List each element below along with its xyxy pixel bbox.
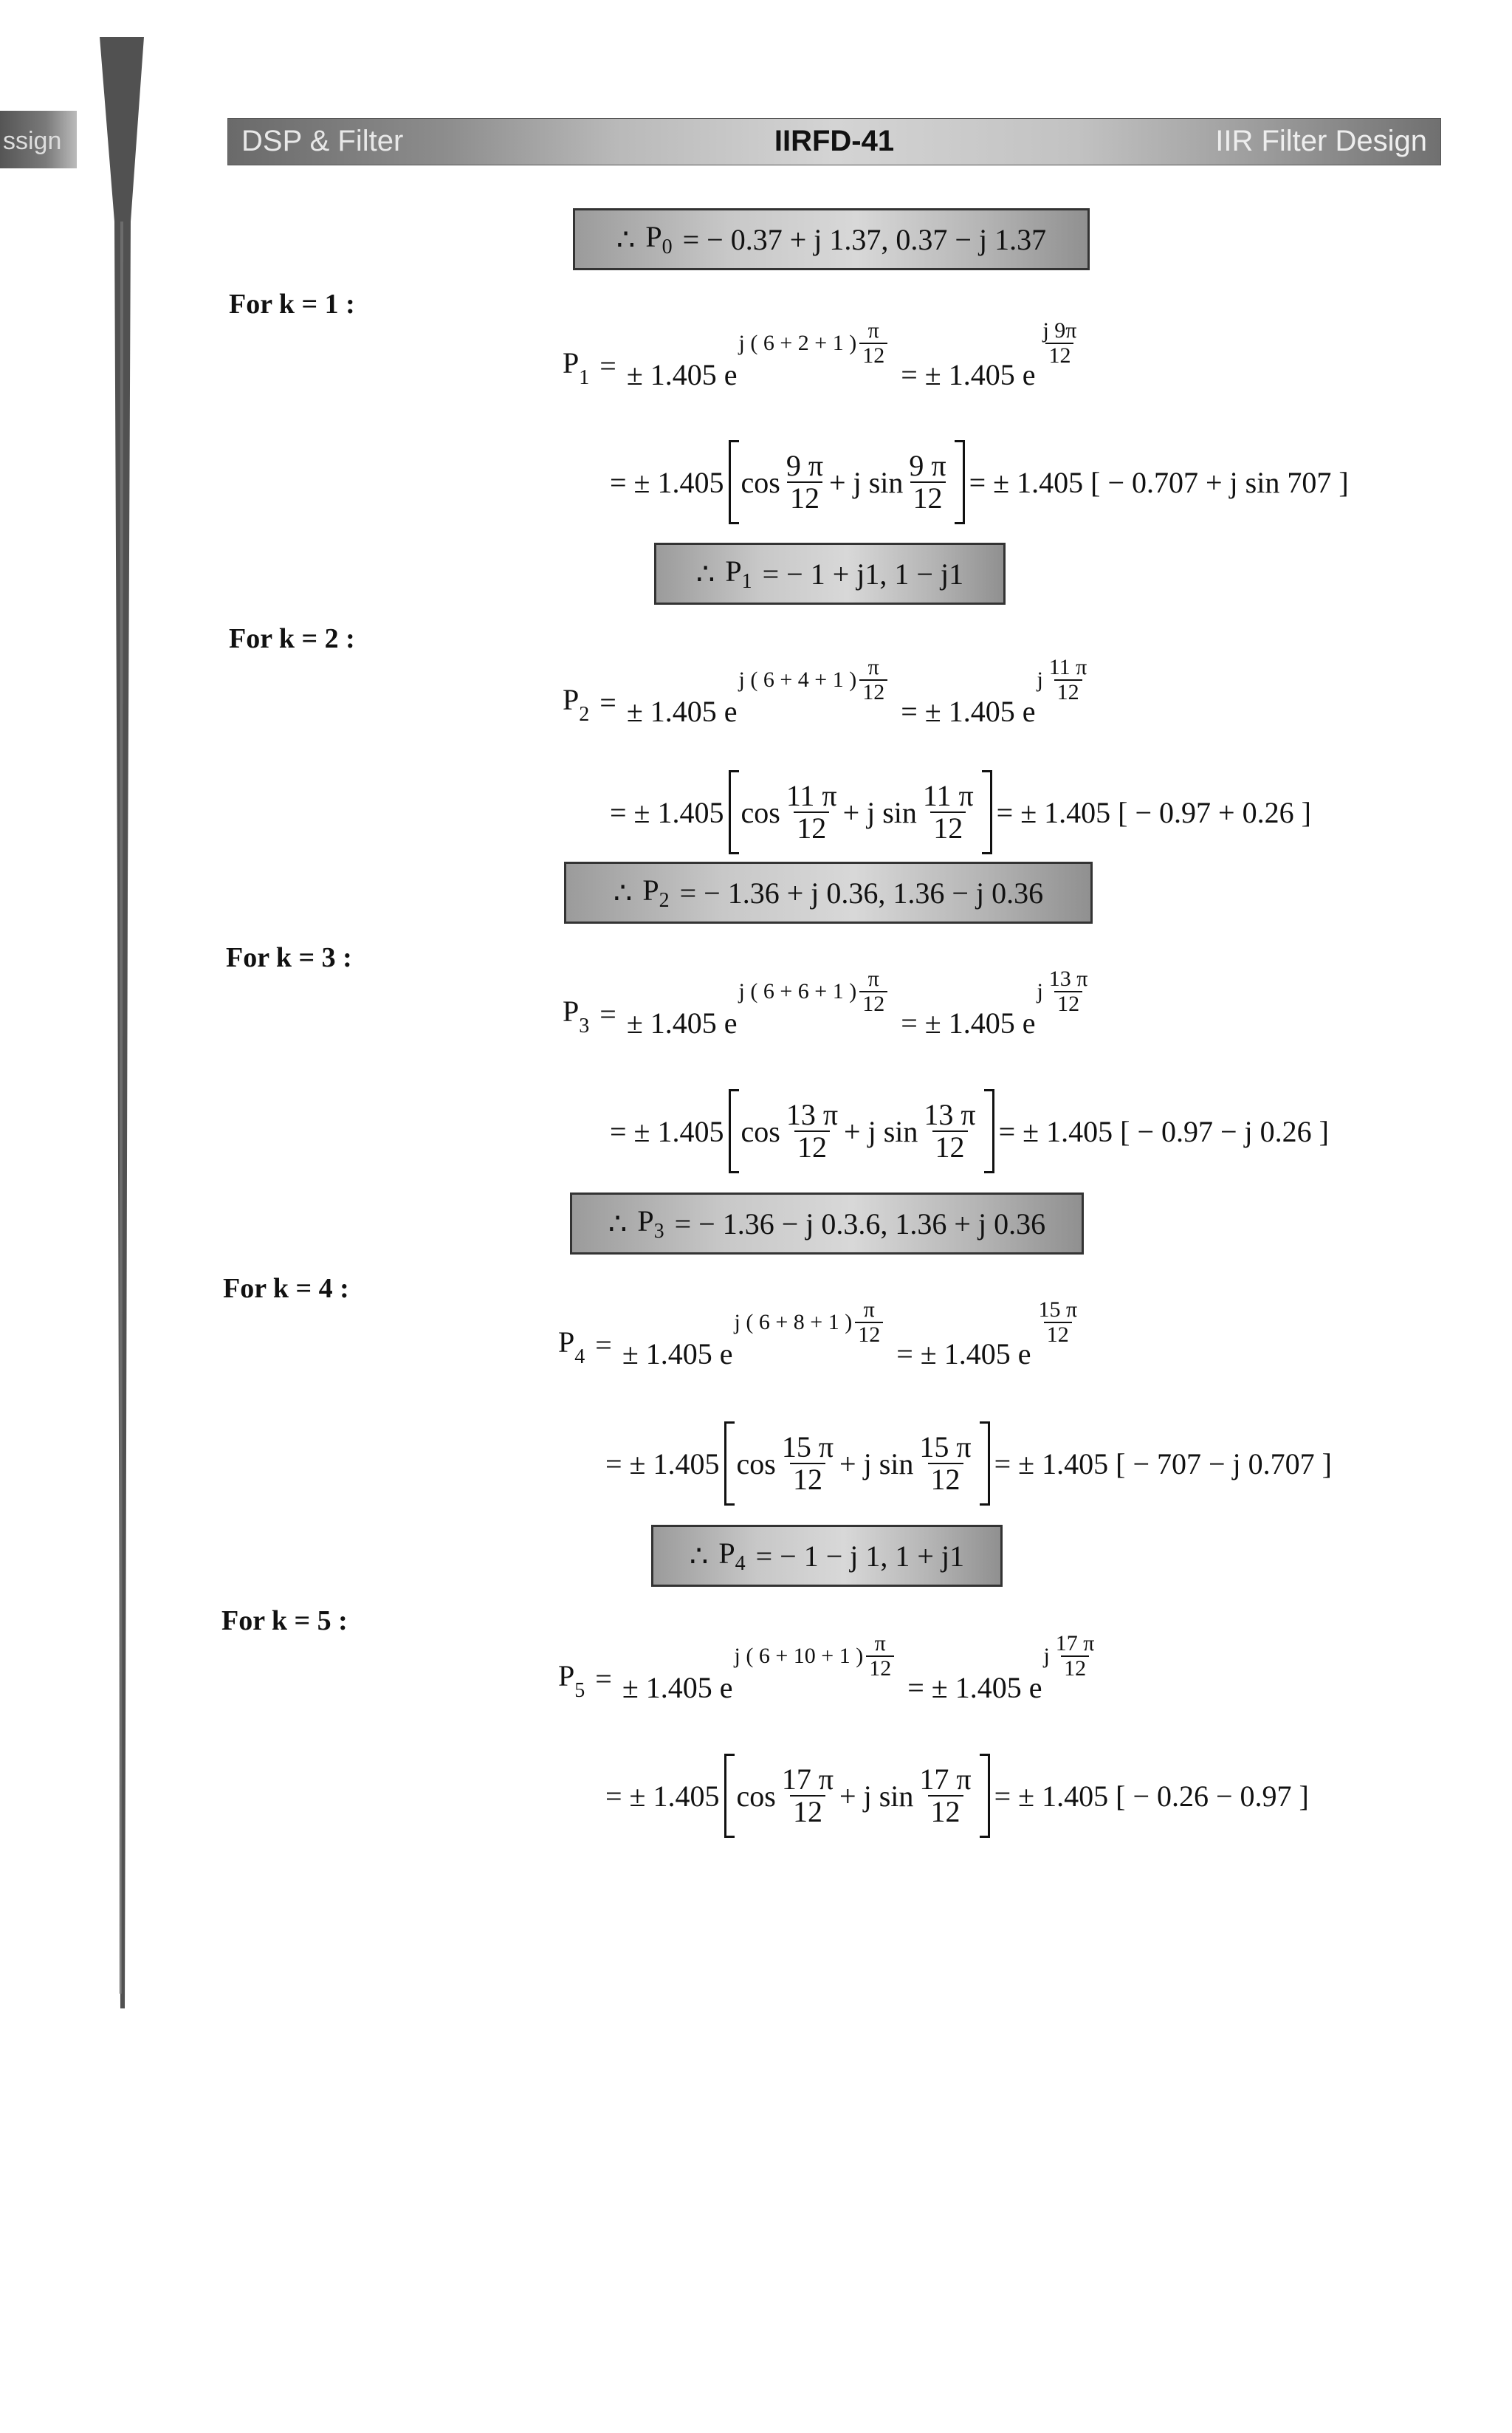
section-label-k3: For k = 3 : [226, 942, 352, 973]
equation-p1-line1: $P_1$ = ± 1.405 e j ( 6 + 2 + 1 ) $\frac{\pi}{12}$ = ± 1.405 e $\frac{j 9\pi}{12}$ [563, 318, 1077, 391]
pole-symbol: $P_1$ [563, 346, 590, 389]
margin-tab-text: ssign [3, 127, 62, 155]
equation-p5-line1: $P_5$ = ± 1.405 e j ( 6 + 10 + 1 ) $\frac{\pi}{12}$ = ± 1.405 e j $\frac{17 \pi}{12}$ [558, 1631, 1095, 1704]
pole-symbol: $P_3$ [563, 995, 590, 1037]
header-left-text: DSP & Filter [241, 125, 404, 157]
section-label-k2: For k = 2 : [229, 623, 355, 654]
page-header [227, 118, 1441, 165]
header-right-text: IIR Filter Design [1215, 125, 1427, 157]
equation-p2-line2: = ± 1.405 cos $\frac{11 \pi}{12}$ + j sin $\frac{11 \pi}{12}$ = ± 1.405 [ − 0.97 + 0.26 ] [610, 770, 1311, 854]
equation-p4-line2: = ± 1.405 cos $\frac{15 \pi}{12}$ + j sin $\frac{15 \pi}{12}$ = ± 1.405 [ − 707 − j 0.707 ] [605, 1421, 1332, 1506]
pole-symbol: $P_2$ [563, 683, 590, 726]
pole-symbol: $P_3$ [637, 1204, 664, 1243]
section-label-k4: For k = 4 : [223, 1273, 349, 1304]
pole-symbol: $P_4$ [718, 1537, 746, 1575]
pole-symbol: $P_2$ [642, 874, 670, 912]
result-value: = − 1 − j 1, 1 + j1 [755, 1539, 965, 1573]
equation-p4-line1: $P_4$ = ± 1.405 e j ( 6 + 8 + 1 ) $\frac{\pi}{12}$ = ± 1.405 e $\frac{15 \pi}{12}$ [558, 1297, 1078, 1370]
result-value: = − 1 + j1, 1 − j1 [762, 557, 964, 591]
equation-p3-line1: $P_3$ = ± 1.405 e j ( 6 + 6 + 1 ) $\frac{\pi}{12}$ = ± 1.405 e j $\frac{13 \pi}{12}$ [563, 967, 1088, 1040]
equation-p2-line1: $P_2$ = ± 1.405 e j ( 6 + 4 + 1 ) $\frac{\pi}{12}$ = ± 1.405 e j $\frac{11 \pi}{12}$ [563, 655, 1087, 728]
section-label-k5: For k = 5 : [221, 1605, 348, 1636]
pole-symbol: $P_4$ [558, 1325, 585, 1368]
page-number: IIRFD-41 [774, 125, 895, 157]
equation-p3-line2: = ± 1.405 cos $\frac{13 \pi}{12}$ + j sin $\frac{13 \pi}{12}$ = ± 1.405 [ − 0.97 − j 0.26 ] [610, 1089, 1329, 1173]
pole-symbol: $P_0$ [645, 220, 673, 258]
result-value: = − 0.37 + j 1.37, 0.37 − j 1.37 [682, 222, 1047, 256]
result-box-p1: ∴ $P_1$ = − 1 + j1, 1 − j1 [654, 543, 1006, 605]
equation-p5-line2: = ± 1.405 cos $\frac{17 \pi}{12}$ + j sin $\frac{17 \pi}{12}$ = ± 1.405 [ − 0.26 − 0.97 ] [605, 1754, 1309, 1838]
result-box-p2: ∴ $P_2$ = − 1.36 + j 0.36, 1.36 − j 0.36 [564, 862, 1093, 924]
pole-symbol: $P_1$ [725, 555, 752, 593]
section-label-k1: For k = 1 : [229, 289, 355, 320]
result-box-p4: ∴ $P_4$ = − 1 − j 1, 1 + j1 [651, 1525, 1003, 1587]
result-value: = − 1.36 + j 0.36, 1.36 − j 0.36 [679, 876, 1044, 910]
margin-tab [0, 111, 77, 168]
pole-symbol: $P_5$ [558, 1659, 585, 1702]
result-box-p0 [573, 208, 1090, 270]
result-box-p3: ∴ $P_3$ = − 1.36 − j 0.3.6, 1.36 + j 0.36 [570, 1193, 1084, 1255]
result-value: = − 1.36 − j 0.3.6, 1.36 + j 0.36 [674, 1207, 1046, 1240]
binding-shadow [92, 0, 144, 2008]
equation-p1-line2: = ± 1.405 cos $\frac{9 \pi}{12}$ + j sin $\frac{9 \pi}{12}$ = ± 1.405 [ − 0.707 + j sin 707 ] [610, 440, 1349, 524]
therefore-symbol: ∴ [616, 222, 636, 256]
